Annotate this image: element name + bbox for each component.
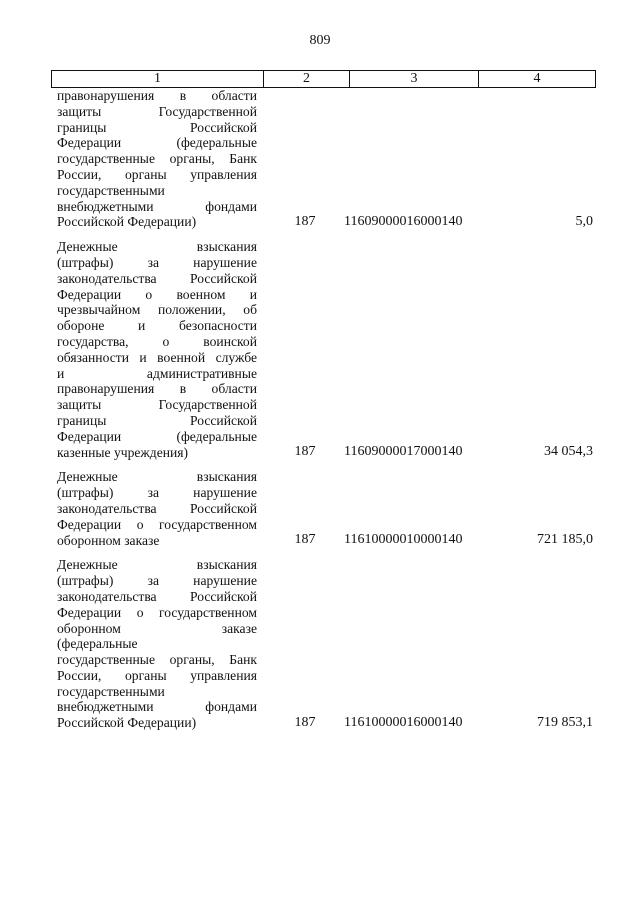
amount: 5,0 [575, 214, 593, 230]
description-line: казенные учреждения) [57, 444, 189, 460]
description-line: Федерации о военном и [57, 286, 257, 302]
description-line: границы Российской [57, 412, 257, 428]
description-line: государственные органы, Банк [57, 652, 257, 668]
column-header-3: 3 [350, 71, 479, 88]
description-line: (штрафы) за нарушение [57, 485, 257, 501]
budget-classification-code: 11610000016000140 [344, 715, 463, 731]
description-line: Федерации о государственном [57, 604, 257, 620]
budget-classification-code: 11610000010000140 [344, 532, 463, 548]
description-line: Федерации о государственном [57, 516, 257, 532]
table-row [57, 557, 597, 731]
amount: 721 185,0 [537, 532, 593, 548]
table-body [57, 88, 597, 731]
description-line: (штрафы) за нарушение [57, 573, 257, 589]
description-line: границы Российской [57, 119, 257, 135]
row-description [57, 239, 257, 460]
description-line: защиты Государственной [57, 397, 257, 413]
description-line: Российской Федерации) [57, 715, 197, 731]
table-row [57, 88, 597, 230]
description-line: Российской Федерации) [57, 214, 197, 230]
description-line: и административные [57, 365, 257, 381]
description-line: (федеральные [57, 636, 138, 652]
description-line: законодательства Российской [57, 270, 257, 286]
description-line: Денежные взыскания [57, 239, 257, 255]
description-line: государства, о воинской [57, 333, 257, 349]
admin-code: 187 [294, 444, 316, 460]
column-header-table [51, 70, 596, 88]
description-line: оборонном заказе [57, 620, 257, 636]
description-line: Денежные взыскания [57, 557, 257, 573]
row-description [57, 469, 257, 548]
description-line: правонарушения в области [57, 381, 257, 397]
table-row [57, 239, 597, 460]
description-line: Федерации (федеральные [57, 428, 257, 444]
admin-code: 187 [294, 214, 316, 230]
column-header-row [52, 71, 596, 88]
row-description [57, 88, 257, 230]
amount: 719 853,1 [537, 715, 593, 731]
description-line: внебюджетными фондами [57, 198, 257, 214]
description-line: внебюджетными фондами [57, 699, 257, 715]
description-line: государственными [57, 683, 165, 699]
description-line: России, органы управления [57, 667, 257, 683]
description-line: Федерации (федеральные [57, 135, 257, 151]
amount: 34 054,3 [544, 444, 593, 460]
description-line: обороне и безопасности [57, 318, 257, 334]
description-line: законодательства Российской [57, 500, 257, 516]
page-number: 809 [309, 33, 331, 48]
admin-code: 187 [294, 715, 316, 731]
description-line: оборонном заказе [57, 532, 160, 548]
column-header-4: 4 [479, 71, 596, 88]
description-line: (штрафы) за нарушение [57, 254, 257, 270]
description-line: государственными [57, 182, 165, 198]
row-description [57, 557, 257, 731]
column-header-2: 2 [264, 71, 350, 88]
table-row [57, 469, 597, 548]
column-header-1: 1 [52, 71, 264, 88]
description-line: законодательства Российской [57, 588, 257, 604]
budget-classification-code: 11609000017000140 [344, 444, 463, 460]
budget-classification-code: 11609000016000140 [344, 214, 463, 230]
admin-code: 187 [294, 532, 316, 548]
description-line: обязанности и военной службе [57, 349, 257, 365]
description-line: защиты Государственной [57, 103, 257, 119]
description-line: правонарушения в области [57, 88, 257, 103]
description-line: Денежные взыскания [57, 469, 257, 485]
description-line: России, органы управления [57, 166, 257, 182]
description-line: чрезвычайном положении, об [57, 302, 257, 318]
description-line: государственные органы, Банк [57, 151, 257, 167]
